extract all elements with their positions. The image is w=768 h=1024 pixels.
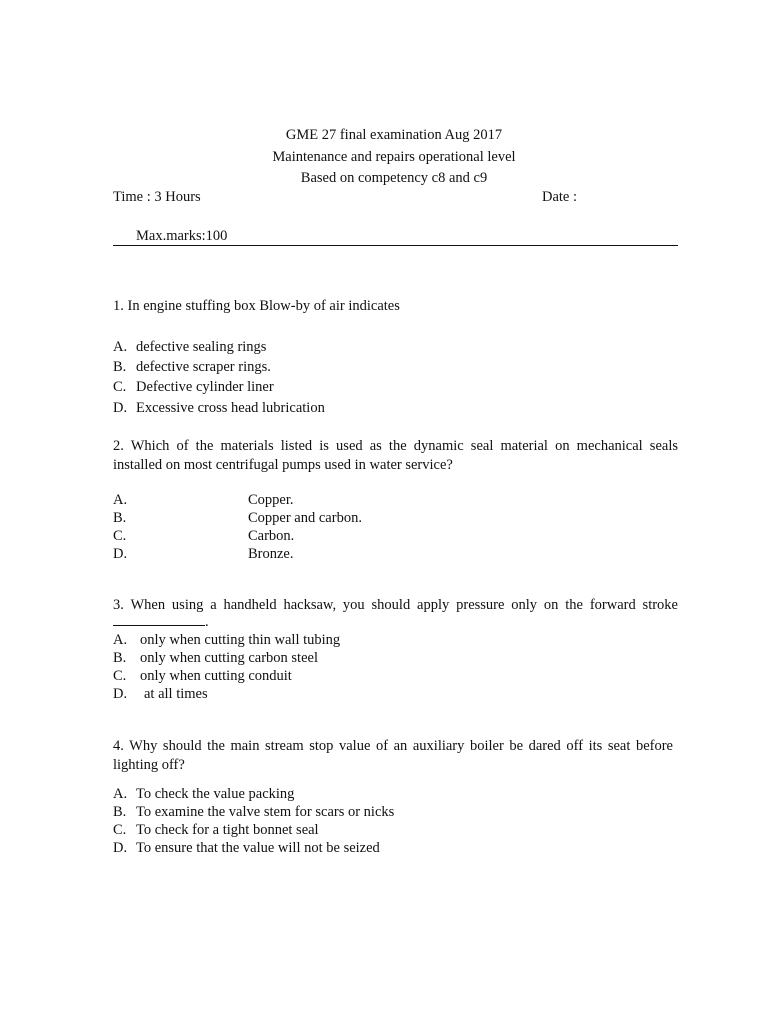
option-letter: A. [113, 492, 128, 508]
option-text: Copper. [248, 492, 294, 508]
option-letter: B. [113, 510, 127, 526]
option-letter: C. [113, 822, 127, 838]
exam-date: Date : [542, 189, 578, 205]
option-text: Excessive cross head lubrication [136, 400, 325, 416]
option-letter: B. [113, 650, 127, 666]
option-text: defective scraper rings. [136, 359, 271, 375]
question-2-text: 2. Which of the materials listed is used as the dynamic seal material on mechanical seals installed on most centrifugal pumps used in water service? [113, 438, 678, 473]
blank-end: . [205, 614, 209, 630]
option-text: To examine the valve stem for scars or nicks [136, 804, 395, 820]
option-text: at all times [144, 686, 208, 702]
option-text: Copper and carbon. [248, 510, 362, 526]
option-text: To check for a tight bonnet seal [136, 822, 319, 838]
exam-max-marks: Max.marks:100 [136, 228, 228, 244]
question-1-text: 1. In engine stuffing box Blow-by of air indicates [113, 298, 400, 314]
option-text: To check the value packing [136, 786, 295, 802]
exam-subtitle: Maintenance and repairs operational level [272, 149, 516, 165]
option-text: defective sealing rings [136, 339, 267, 355]
exam-title: GME 27 final examination Aug 2017 [285, 127, 503, 143]
option-letter: C. [113, 379, 127, 395]
option-text: only when cutting carbon steel [140, 650, 318, 666]
option-text: only when cutting thin wall tubing [140, 632, 341, 648]
question-3-text: 3. When using a handheld hacksaw, you should apply pressure only on the forward stroke [113, 597, 678, 613]
option-text: Carbon. [248, 528, 295, 544]
option-text: Defective cylinder liner [136, 379, 274, 395]
option-letter: C. [113, 668, 127, 684]
exam-basis: Based on competency c8 and c9 [300, 170, 488, 186]
question-4-text: 4. Why should the main stream stop value of an auxiliary boiler be dared off its seat before lighting off? [113, 738, 673, 773]
option-letter: B. [113, 804, 127, 820]
option-letter: D. [113, 546, 128, 562]
option-letter: A. [113, 339, 128, 355]
option-letter: D. [113, 686, 128, 702]
answer-blank [113, 613, 205, 626]
exam-time: Time : 3 Hours [113, 189, 201, 205]
option-letter: A. [113, 786, 128, 802]
option-text: To ensure that the value will not be seized [136, 840, 380, 856]
option-letter: B. [113, 359, 127, 375]
option-letter: A. [113, 632, 128, 648]
option-letter: C. [113, 528, 127, 544]
option-text: only when cutting conduit [140, 668, 292, 684]
question-3-blank [113, 613, 209, 631]
option-letter: D. [113, 840, 128, 856]
header-divider [113, 245, 678, 246]
option-letter: D. [113, 400, 128, 416]
option-text: Bronze. [248, 546, 294, 562]
